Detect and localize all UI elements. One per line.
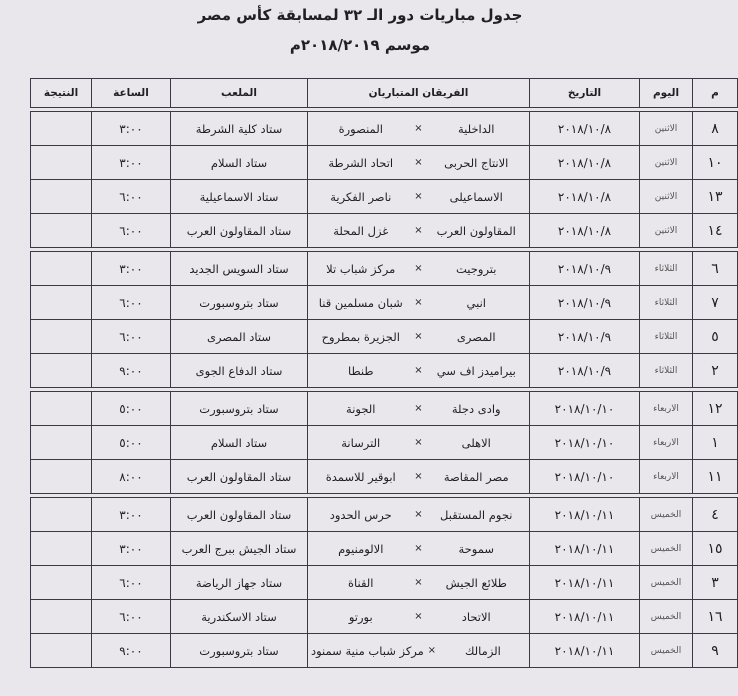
match-time: ٥:٠٠ xyxy=(92,392,171,426)
match-day: الخميس xyxy=(640,600,693,634)
match-day: الخميس xyxy=(640,498,693,532)
match-number: ١٣ xyxy=(693,180,738,214)
match-result xyxy=(31,112,92,146)
match-date: ٢٠١٨/١٠/١٠ xyxy=(530,426,640,460)
match-date: ٢٠١٨/١٠/٨ xyxy=(530,180,640,214)
versus-mark: × xyxy=(414,543,423,554)
match-day: الاثنين xyxy=(640,180,693,214)
season-subtitle: موسم ٢٠١٨/٢٠١٩م xyxy=(289,36,431,54)
match-row xyxy=(31,214,738,248)
match-teams xyxy=(308,112,530,146)
match-result xyxy=(31,354,92,388)
home-team: مصر المقاصة xyxy=(443,469,509,484)
match-time: ٥:٠٠ xyxy=(92,426,171,460)
home-team: الداخلية xyxy=(458,121,495,136)
teams-wrapper xyxy=(311,190,526,204)
teams-wrapper xyxy=(311,330,526,344)
match-number: ٤ xyxy=(693,498,738,532)
match-time: ٦:٠٠ xyxy=(92,214,171,248)
match-number: ١٦ xyxy=(693,600,738,634)
match-teams xyxy=(308,180,530,214)
match-venue: ستاد الدفاع الجوى xyxy=(171,354,308,388)
home-team: طلائع الجيش xyxy=(445,575,507,590)
teams-wrapper xyxy=(311,224,526,238)
away-team: بورتو xyxy=(348,609,373,624)
away-team: المنصورة xyxy=(338,121,383,136)
match-row xyxy=(31,180,738,214)
match-venue: ستاد السلام xyxy=(171,426,308,460)
versus-mark: × xyxy=(414,123,423,134)
versus-mark: × xyxy=(414,263,423,274)
match-number: ١٢ xyxy=(693,392,738,426)
match-teams xyxy=(308,634,530,668)
match-row xyxy=(31,532,738,566)
match-result xyxy=(31,320,92,354)
match-time: ٦:٠٠ xyxy=(92,180,171,214)
versus-mark: × xyxy=(414,297,423,308)
match-result xyxy=(31,600,92,634)
home-team: الاتحاد xyxy=(461,609,491,624)
away-team: مركز شباب تلا xyxy=(326,261,396,276)
match-number: ٣ xyxy=(693,566,738,600)
away-team: شبان مسلمين قنا xyxy=(318,295,403,310)
match-day: الخميس xyxy=(640,532,693,566)
match-date: ٢٠١٨/١٠/١١ xyxy=(530,532,640,566)
match-time: ٨:٠٠ xyxy=(92,460,171,494)
match-time: ٦:٠٠ xyxy=(92,320,171,354)
away-team: الالومنيوم xyxy=(338,541,384,556)
match-result xyxy=(31,426,92,460)
match-row xyxy=(31,320,738,354)
home-team: الزمالك xyxy=(464,643,501,658)
match-day: الاثنين xyxy=(640,146,693,180)
away-team: الترسانة xyxy=(341,435,381,450)
col-venue-header: الملعب xyxy=(171,79,308,108)
match-teams xyxy=(308,600,530,634)
match-date: ٢٠١٨/١٠/١٠ xyxy=(530,460,640,494)
match-time: ٦:٠٠ xyxy=(92,566,171,600)
col-date-header: التاريخ xyxy=(530,79,640,108)
home-team: انبي xyxy=(466,295,486,310)
match-number: ١٤ xyxy=(693,214,738,248)
match-venue: ستاد السلام xyxy=(171,146,308,180)
match-schedule-table xyxy=(30,78,738,668)
col-time-header: الساعة xyxy=(92,79,171,108)
away-team: غزل المحلة xyxy=(333,223,389,238)
col-teams-header: الفريقان المتباريان xyxy=(308,79,530,108)
versus-mark: × xyxy=(414,577,423,588)
match-row xyxy=(31,460,738,494)
match-date: ٢٠١٨/١٠/٩ xyxy=(530,354,640,388)
home-team: الاسماعيلى xyxy=(449,189,503,204)
match-row xyxy=(31,354,738,388)
teams-wrapper xyxy=(311,402,526,416)
match-day: الاثنين xyxy=(640,214,693,248)
match-result xyxy=(31,566,92,600)
versus-mark: × xyxy=(414,191,423,202)
match-day: الخميس xyxy=(640,566,693,600)
match-time: ٣:٠٠ xyxy=(92,498,171,532)
match-venue: ستاد المقاولون العرب xyxy=(171,460,308,494)
match-time: ٩:٠٠ xyxy=(92,354,171,388)
away-team: ابوقير للاسمدة xyxy=(325,469,396,484)
page-title: جدول مباريات دور الـ ٣٢ لمسابقة كأس مصر xyxy=(197,6,523,24)
home-team: بيراميدز اف سي xyxy=(436,363,516,378)
match-time: ٣:٠٠ xyxy=(92,252,171,286)
match-venue: ستاد الجيش ببرج العرب xyxy=(171,532,308,566)
match-venue: ستاد جهاز الرياضة xyxy=(171,566,308,600)
teams-wrapper xyxy=(311,436,526,450)
teams-wrapper xyxy=(311,610,526,624)
table-body xyxy=(31,108,738,668)
col-result-header: النتيجة xyxy=(31,79,92,108)
match-venue: ستاد الاسكندرية xyxy=(171,600,308,634)
match-number: ٦ xyxy=(693,252,738,286)
match-row xyxy=(31,600,738,634)
away-team: القناة xyxy=(347,575,374,590)
teams-wrapper xyxy=(311,296,526,310)
away-team: ناصر الفكرية xyxy=(330,189,392,204)
teams-wrapper xyxy=(311,156,526,170)
match-number: ٨ xyxy=(693,112,738,146)
match-venue: ستاد المقاولون العرب xyxy=(171,214,308,248)
table-header xyxy=(31,79,738,108)
match-day: الخميس xyxy=(640,634,693,668)
match-teams xyxy=(308,532,530,566)
match-teams xyxy=(308,354,530,388)
match-row xyxy=(31,426,738,460)
match-result xyxy=(31,180,92,214)
match-time: ٣:٠٠ xyxy=(92,112,171,146)
match-result xyxy=(31,146,92,180)
match-teams xyxy=(308,146,530,180)
home-team: المصرى xyxy=(456,329,496,344)
col-number-header: م xyxy=(693,79,738,108)
match-result xyxy=(31,634,92,668)
match-date: ٢٠١٨/١٠/٩ xyxy=(530,320,640,354)
match-teams xyxy=(308,252,530,286)
match-teams xyxy=(308,566,530,600)
match-date: ٢٠١٨/١٠/٨ xyxy=(530,146,640,180)
teams-wrapper xyxy=(311,364,526,378)
match-time: ٩:٠٠ xyxy=(92,634,171,668)
versus-mark: × xyxy=(414,331,423,342)
teams-wrapper xyxy=(311,576,526,590)
match-date: ٢٠١٨/١٠/٨ xyxy=(530,214,640,248)
away-team: اتحاد الشرطة xyxy=(328,155,394,170)
match-date: ٢٠١٨/١٠/١٠ xyxy=(530,392,640,426)
versus-mark: × xyxy=(414,403,423,414)
match-day: الاثنين xyxy=(640,112,693,146)
match-row xyxy=(31,566,738,600)
teams-wrapper xyxy=(311,470,526,484)
match-time: ٣:٠٠ xyxy=(92,146,171,180)
match-day: الثلاثاء xyxy=(640,320,693,354)
match-result xyxy=(31,392,92,426)
match-result xyxy=(31,252,92,286)
teams-wrapper xyxy=(311,644,526,658)
match-teams xyxy=(308,392,530,426)
away-team: حرس الحدود xyxy=(329,507,392,522)
teams-wrapper xyxy=(311,262,526,276)
match-number: ١ xyxy=(693,426,738,460)
match-time: ٦:٠٠ xyxy=(92,600,171,634)
match-number: ١٥ xyxy=(693,532,738,566)
versus-mark: × xyxy=(414,437,423,448)
match-number: ٢ xyxy=(693,354,738,388)
match-date: ٢٠١٨/١٠/٨ xyxy=(530,112,640,146)
match-venue: ستاد الاسماعيلية xyxy=(171,180,308,214)
match-teams xyxy=(308,286,530,320)
match-day: الاربعاء xyxy=(640,426,693,460)
home-team: بتروجيت xyxy=(456,261,497,276)
match-teams xyxy=(308,320,530,354)
match-row xyxy=(31,498,738,532)
away-team: مركز شباب منية سمنود xyxy=(311,643,424,658)
home-team: نجوم المستقبل xyxy=(440,507,513,522)
versus-mark: × xyxy=(427,645,436,656)
match-venue: ستاد المصرى xyxy=(171,320,308,354)
home-team: الانتاج الحربى xyxy=(444,155,509,170)
match-row xyxy=(31,634,738,668)
versus-mark: × xyxy=(414,225,423,236)
match-number: ١٠ xyxy=(693,146,738,180)
match-time: ٦:٠٠ xyxy=(92,286,171,320)
match-date: ٢٠١٨/١٠/١١ xyxy=(530,498,640,532)
match-date: ٢٠١٨/١٠/١١ xyxy=(530,600,640,634)
match-day: الاربعاء xyxy=(640,392,693,426)
versus-mark: × xyxy=(414,157,423,168)
match-venue: ستاد كلية الشرطة xyxy=(171,112,308,146)
versus-mark: × xyxy=(414,611,423,622)
match-number: ٥ xyxy=(693,320,738,354)
match-row xyxy=(31,112,738,146)
col-day-header: اليوم xyxy=(640,79,693,108)
match-venue: ستاد السويس الجديد xyxy=(171,252,308,286)
versus-mark: × xyxy=(414,365,423,376)
away-team: طنطا xyxy=(347,363,374,378)
match-result xyxy=(31,214,92,248)
match-teams xyxy=(308,214,530,248)
match-teams xyxy=(308,460,530,494)
teams-wrapper xyxy=(311,122,526,136)
match-row xyxy=(31,286,738,320)
match-result xyxy=(31,286,92,320)
match-day: الثلاثاء xyxy=(640,286,693,320)
home-team: وادى دجلة xyxy=(451,401,501,416)
match-number: ١١ xyxy=(693,460,738,494)
match-row xyxy=(31,146,738,180)
home-team: المقاولون العرب xyxy=(436,223,516,238)
match-date: ٢٠١٨/١٠/١١ xyxy=(530,566,640,600)
away-team: الجونة xyxy=(346,401,376,416)
match-result xyxy=(31,532,92,566)
versus-mark: × xyxy=(414,471,423,482)
match-result xyxy=(31,498,92,532)
match-venue: ستاد المقاولون العرب xyxy=(171,498,308,532)
match-venue: ستاد بتروسبورت xyxy=(171,634,308,668)
away-team: الجزيرة بمطروح xyxy=(321,329,400,344)
home-team: سموحة xyxy=(458,541,494,556)
match-venue: ستاد بتروسبورت xyxy=(171,392,308,426)
match-day: الثلاثاء xyxy=(640,354,693,388)
match-time: ٣:٠٠ xyxy=(92,532,171,566)
teams-wrapper xyxy=(311,542,526,556)
match-teams xyxy=(308,498,530,532)
match-day: الاربعاء xyxy=(640,460,693,494)
match-row xyxy=(31,392,738,426)
versus-mark: × xyxy=(414,509,423,520)
match-row xyxy=(31,252,738,286)
match-teams xyxy=(308,426,530,460)
match-date: ٢٠١٨/١٠/٩ xyxy=(530,252,640,286)
match-number: ٩ xyxy=(693,634,738,668)
match-date: ٢٠١٨/١٠/٩ xyxy=(530,286,640,320)
match-number: ٧ xyxy=(693,286,738,320)
home-team: الاهلى xyxy=(461,435,491,450)
match-date: ٢٠١٨/١٠/١١ xyxy=(530,634,640,668)
match-venue: ستاد بتروسبورت xyxy=(171,286,308,320)
match-day: الثلاثاء xyxy=(640,252,693,286)
teams-wrapper xyxy=(311,508,526,522)
match-result xyxy=(31,460,92,494)
